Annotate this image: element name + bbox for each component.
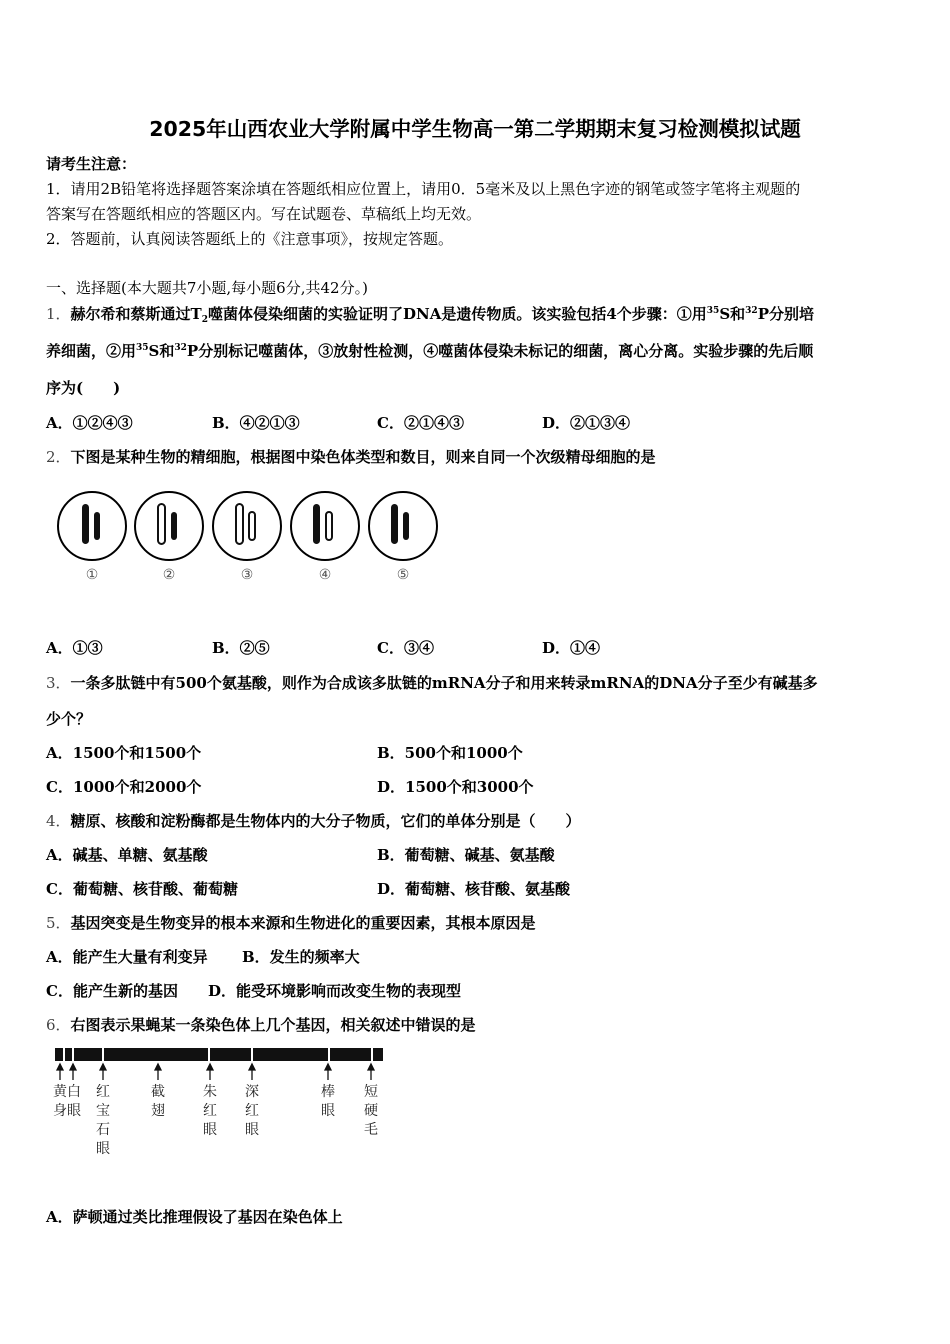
q1-text-b: 噬菌体侵染细菌的实验证明了DNA是遗传物质。该实验包括4个步骤：①用 — [207, 305, 707, 323]
q4-option-b[interactable]: B．葡萄糖、碱基、氨基酸 — [377, 846, 555, 864]
cell-label-2: ② — [162, 567, 176, 583]
q3-option-c[interactable]: C．1000个和2000个 — [46, 778, 202, 796]
q1-option-c[interactable]: C．②①④③ — [377, 414, 464, 432]
q3-option-a[interactable]: A．1500个和1500个 — [46, 744, 202, 762]
q2-line-1 — [46, 446, 656, 467]
q1-sup-2: 32 — [745, 306, 758, 316]
q6-option-a[interactable]: A．萨顿通过类比推理假设了基因在染色体上 — [46, 1208, 343, 1226]
q1-l2-b: S和 — [148, 342, 175, 360]
q5-text: 基因突变是生物变异的根本来源和生物进化的重要因素，其根本原因是 — [70, 914, 536, 932]
gene-label-cut-wing: 截 翅 — [151, 1084, 165, 1119]
gene-label-garnet-eye: 深 红 眼 — [245, 1084, 259, 1138]
q5-number: 5． — [46, 914, 71, 932]
q1-sub: 2 — [201, 315, 208, 325]
q4-option-d[interactable]: D．葡萄糖、核苷酸、氨基酸 — [377, 880, 571, 898]
q3-line-2: 少个？ — [46, 710, 92, 728]
sperm-cell-2 — [133, 490, 205, 562]
gene-label-white-eye: 白 眼 — [67, 1084, 81, 1119]
gene-label-ruby-eye: 红 宝 石 眼 — [96, 1084, 110, 1157]
q6-number: 6． — [46, 1016, 71, 1034]
cell-label-5: ⑤ — [396, 567, 410, 583]
sperm-cell-5 — [367, 490, 439, 562]
q2-option-d[interactable]: D．①④ — [542, 639, 601, 657]
q1-text-c: S和 — [719, 305, 746, 323]
q1-option-d[interactable]: D．②①③④ — [542, 414, 631, 432]
q1-sup-3: 35 — [136, 343, 149, 353]
q5-line-1 — [46, 912, 536, 933]
gene-label-bar-eye: 棒 眼 — [321, 1084, 335, 1119]
q1-text-d: P分别培 — [757, 305, 814, 323]
q1-option-a[interactable]: A．①②④③ — [46, 414, 133, 432]
gene-label-yellow-body: 黄 身 — [53, 1084, 67, 1119]
q5-option-d[interactable]: D．能受环境影响而改变生物的表现型 — [208, 982, 462, 1000]
q2-option-a[interactable]: A．①③ — [46, 639, 103, 657]
q1-sup-1: 35 — [706, 306, 720, 316]
page-title: 2025年山西农业大学附属中学生物高一第二学期期末复习检测模拟试题 — [149, 117, 801, 141]
q4-text: 糖原、核酸和淀粉酶都是生物体内的大分子物质，它们的单体分别是（ ） — [70, 812, 581, 830]
q3-text: 一条多肽链中有500个氨基酸，则作为合成该多肽链的mRNA分子和用来转录mRNA的DNA分子至少有碱基多 — [70, 674, 818, 692]
q4-option-a[interactable]: A．碱基、单糖、氨基酸 — [46, 846, 208, 864]
q1-sup-4: 32 — [174, 343, 187, 353]
q6-line-1 — [46, 1014, 476, 1035]
section-header: 一、选择题(本大题共7小题,每小题6分,共42分。) — [46, 279, 368, 297]
q4-line-1 — [46, 810, 581, 831]
notice-line-2: 答案写在答题纸相应的答题区内。写在试题卷、草稿纸上均无效。 — [46, 205, 482, 223]
q1-option-b[interactable]: B．④②①③ — [212, 414, 300, 432]
q1-line-3: 序为( ) — [46, 379, 121, 397]
sperm-cell-3 — [211, 490, 283, 562]
q4-number: 4． — [46, 812, 71, 830]
q5-option-b[interactable]: B．发生的频率大 — [242, 948, 360, 966]
q2-text: 下图是某种生物的精细胞，根据图中染色体类型和数目，则来自同一个次级精母细胞的是 — [70, 448, 656, 466]
notice-line-1: 1．请用2B铅笔将选择题答案涂填在答题纸相应位置上，请用0．5毫米及以上黑色字迹的钢笔或签字笔将主观题的 — [46, 180, 801, 198]
q3-option-d[interactable]: D．1500个和3000个 — [377, 778, 534, 796]
q1-number: 1． — [46, 305, 71, 323]
cell-label-3: ③ — [240, 567, 254, 583]
q3-number: 3． — [46, 674, 71, 692]
q1-l2-a: 养细菌，②用 — [46, 342, 137, 360]
notice-heading: 请考生注意： — [46, 155, 137, 173]
q3-option-b[interactable]: B．500个和1000个 — [377, 744, 523, 762]
notice-line-3: 2．答题前，认真阅读答题纸上的《注意事项》，按规定答题。 — [46, 230, 454, 248]
q2-option-b[interactable]: B．②⑤ — [212, 639, 270, 657]
q3-line-1 — [46, 672, 818, 693]
q5-option-a[interactable]: A．能产生大量有利变异 — [46, 948, 208, 966]
cell-label-1: ① — [85, 567, 99, 583]
q2-number: 2． — [46, 448, 71, 466]
cell-label-4: ④ — [318, 567, 332, 583]
sperm-cell-1 — [56, 490, 128, 562]
q2-option-c[interactable]: C．③④ — [377, 639, 434, 657]
gene-label-vermilion-eye: 朱 红 眼 — [203, 1084, 217, 1138]
q1-line-2 — [46, 340, 813, 361]
q5-option-c[interactable]: C．能产生新的基因 — [46, 982, 178, 1000]
q4-option-c[interactable]: C．葡萄糖、核苷酸、葡萄糖 — [46, 880, 238, 898]
q6-text: 右图表示果蝇某一条染色体上几个基因，相关叙述中错误的是 — [70, 1016, 476, 1034]
gene-label-bristle: 短 硬 毛 — [364, 1084, 378, 1138]
chromosome-bar — [50, 1046, 390, 1082]
q1-l2-c: P分别标记噬菌体，③放射性检测，④噬菌体侵染未标记的细菌，离心分离。实验步骤的先后顺 — [186, 342, 814, 360]
sperm-cell-4 — [289, 490, 361, 562]
q1-line-1 — [46, 303, 814, 324]
q1-text-a: 赫尔希和蔡斯通过T — [70, 305, 202, 323]
